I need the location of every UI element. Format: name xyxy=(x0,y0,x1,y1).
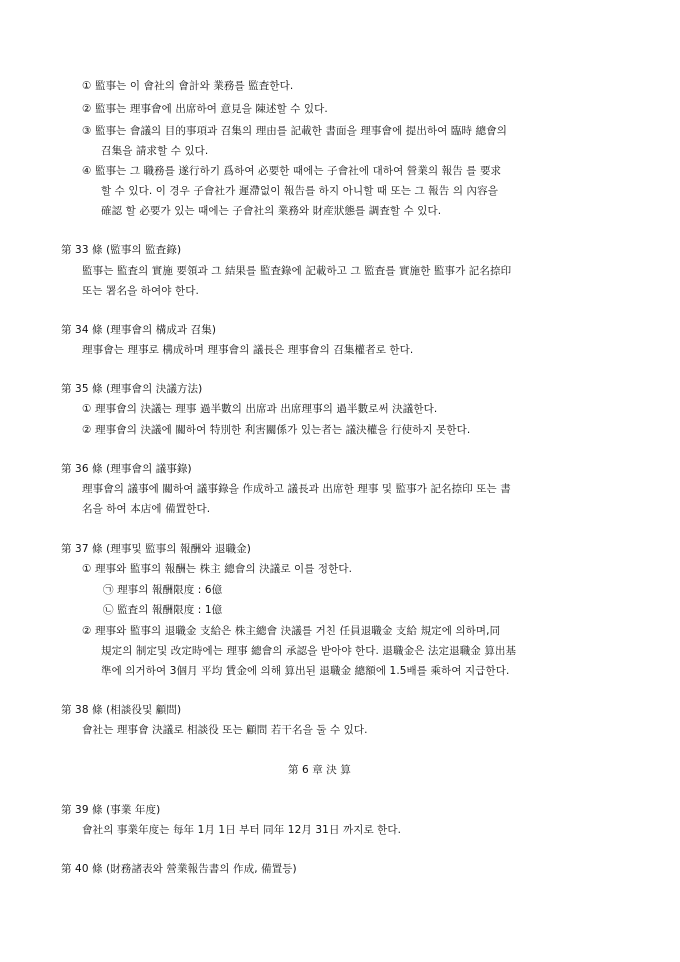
article-heading: 第 38 條 (相談役및 顧問) xyxy=(61,704,182,716)
item-text: 監事는 理事會에 出席하여 意見을 陳述할 수 있다. xyxy=(94,103,328,115)
list-item xyxy=(82,423,470,437)
circled-number-3: ③ xyxy=(82,125,92,137)
article-heading: 第 34 條 (理事會의 構成과 召集) xyxy=(61,324,217,336)
circled-number-1: ① xyxy=(82,403,92,415)
article-body: 名을 하여 本店에 備置한다. xyxy=(82,503,211,515)
list-item-continuation: 規定의 制定및 改定時에는 理事 總會의 承認을 받아야 한다. 退職金은 法定退職金 算出基 xyxy=(101,645,517,657)
list-item xyxy=(82,102,328,116)
sub-item xyxy=(103,583,222,597)
article-heading: 第 40 條 (財務諸表와 營業報告書의 作成, 備置등) xyxy=(61,863,297,875)
item-text: 理事會의 決議에 關하여 特別한 利害關係가 있는者는 議決權을 行使하지 못한다. xyxy=(94,424,471,436)
circled-number-2: ② xyxy=(82,625,92,637)
list-item xyxy=(82,79,293,93)
list-item-continuation: 召集을 請求할 수 있다. xyxy=(101,145,209,157)
circled-hangul-mark: ㉠ xyxy=(103,584,114,596)
article-body: 또는 署名을 하여야 한다. xyxy=(82,285,199,297)
article-heading: 第 39 條 (事業 年度) xyxy=(61,804,161,816)
item-text: 監事는 그 職務를 遂行하기 爲하여 必要한 때에는 子會社에 대하여 營業의 報告 를 要求 xyxy=(94,165,502,177)
list-item xyxy=(82,624,500,638)
circled-number-4: ④ xyxy=(82,165,92,177)
list-item xyxy=(82,402,437,416)
circled-number-2: ② xyxy=(82,103,92,115)
item-text: 理事의 報酬限度 : 6億 xyxy=(117,584,223,596)
article-body: 會社의 事業年度는 每年 1月 1日 부터 同年 12月 31日 까지로 한다. xyxy=(82,824,402,836)
article-body: 理事會의 議事에 關하여 議事錄을 作成하고 議長과 出席한 理事 및 監事가 記名捺印 또는 書 xyxy=(82,483,511,495)
item-text: 監事는 會議의 目的事項과 召集의 理由를 記載한 書面을 理事會에 提出하여 臨時 總會의 xyxy=(94,125,508,137)
list-item xyxy=(82,164,501,178)
item-text: 理事會의 決議는 理事 過半數의 出席과 出席理事의 過半數로써 決議한다. xyxy=(94,403,438,415)
circled-number-2: ② xyxy=(82,424,92,436)
list-item-continuation: 確認 할 必要가 있는 때에는 子會社의 業務와 財産狀態를 調査할 수 있다. xyxy=(101,205,442,217)
list-item xyxy=(82,562,352,576)
article-body: 會社는 理事會 決議로 相談役 또는 顧問 若干名을 둘 수 있다. xyxy=(82,724,368,736)
circled-hangul-mark: ㉡ xyxy=(103,604,114,616)
item-text: 監事는 이 會社의 會計와 業務를 監査한다. xyxy=(94,80,294,92)
list-item xyxy=(82,124,507,138)
sub-item xyxy=(103,603,222,617)
list-item-continuation: 準에 의거하여 3個月 平均 賃金에 의해 算出된 退職金 總額에 1.5배를 乘하여 지급한다. xyxy=(101,665,510,677)
item-text: 監査의 報酬限度 : 1億 xyxy=(117,604,223,616)
article-body: 理事會는 理事로 構成하며 理事會의 議長은 理事會의 召集權者로 한다. xyxy=(82,344,414,356)
circled-number-1: ① xyxy=(82,80,92,92)
chapter-title: 第 6 章 決 算 xyxy=(288,764,351,776)
article-heading: 第 33 條 (監事의 監査錄) xyxy=(61,244,182,256)
circled-number-1: ① xyxy=(82,563,92,575)
list-item-continuation: 할 수 있다. 이 경우 子會社가 遲滯없이 報告를 하지 아니할 때 또는 그 報告 의 內容을 xyxy=(101,185,498,197)
article-heading: 第 35 條 (理事會의 決議方法) xyxy=(61,383,203,395)
item-text: 理事와 監事의 報酬는 株主 總會의 決議로 이를 정한다. xyxy=(94,563,353,575)
item-text: 理事와 監事의 退職金 支給은 株主總會 決議를 거친 任員退職金 支給 規定에 의하며,同 xyxy=(94,625,501,637)
article-heading: 第 37 條 (理事및 監事의 報酬와 退職金) xyxy=(61,543,251,555)
article-body: 監事는 監査의 實施 要領과 그 結果를 監査錄에 記載하고 그 監査를 實施한 監事가 記名捺印 xyxy=(82,265,512,277)
article-heading: 第 36 條 (理事會의 議事錄) xyxy=(61,463,192,475)
